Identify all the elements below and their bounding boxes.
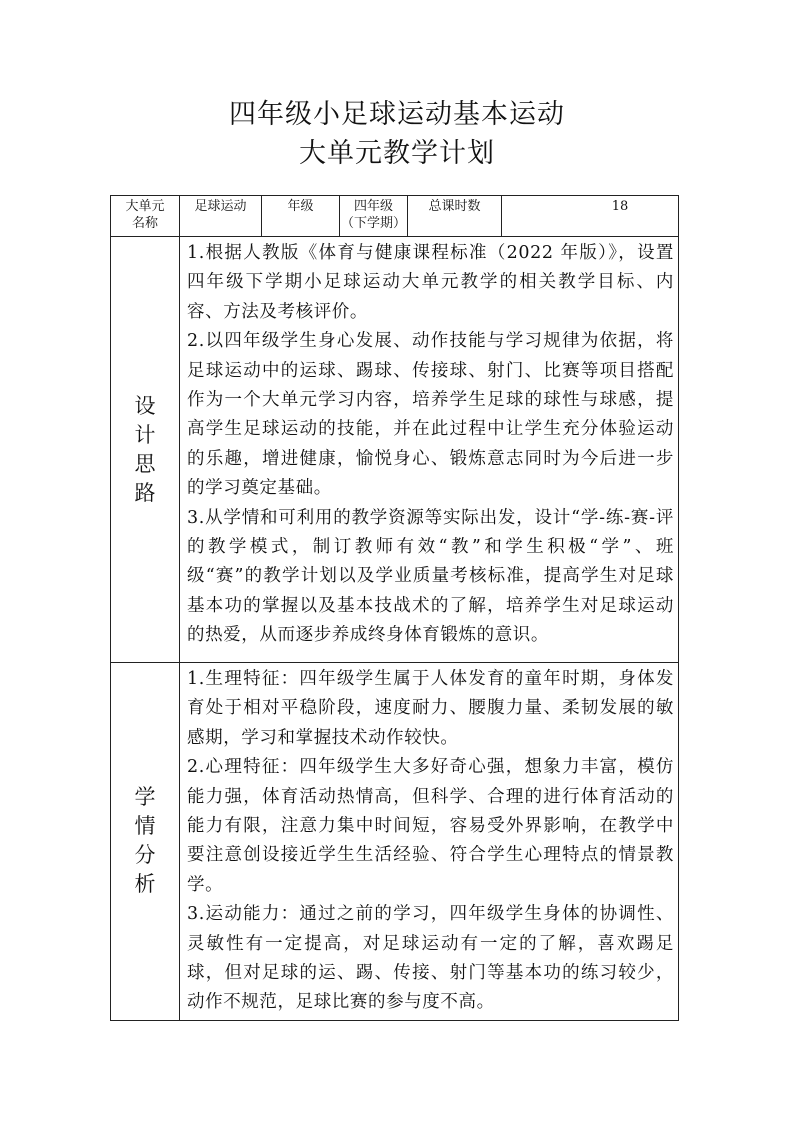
total-hours-label-cell bbox=[408, 196, 502, 237]
total-hours-value-cell bbox=[502, 196, 679, 237]
header-row bbox=[111, 196, 679, 237]
grade-label-cell bbox=[262, 196, 340, 237]
design-thinking-row bbox=[111, 237, 679, 663]
learner-analysis-content bbox=[180, 663, 679, 1021]
document-title-line2: 大单元教学计划 bbox=[299, 138, 495, 169]
design-thinking-label bbox=[111, 237, 180, 663]
design-thinking-content bbox=[180, 237, 679, 663]
paragraph: 3.从学情和可利用的教学资源等实际出发，设计“学-练-赛-评的教学模式，制订教师有效“教”和学生积极“学”、班级“赛”的教学计划以及学业质量考核标准，提高学生对足球基本功的掌握以及基本技战术的了解，培养学生对足球运动的热爱，从而逐步养成终身体育锻炼的意识。 bbox=[187, 507, 674, 646]
grade-label: 年级 bbox=[287, 199, 314, 214]
label-char: 分 bbox=[134, 843, 156, 868]
learner-analysis-label bbox=[111, 663, 180, 1021]
plan-table bbox=[110, 195, 679, 1021]
learner-analysis-row bbox=[111, 663, 679, 1021]
label-char: 学 bbox=[134, 785, 156, 810]
unit-name-label-cell bbox=[111, 196, 180, 237]
document-title-line1: 四年级小足球运动基本运动 bbox=[229, 99, 565, 130]
grade-value-cell bbox=[340, 196, 408, 237]
unit-name-value-cell bbox=[180, 196, 262, 237]
label-char: 析 bbox=[134, 872, 156, 897]
paragraph: 3.运动能力：通过之前的学习，四年级学生身体的协调性、灵敏性有一定提高，对足球运动有一定的了解，喜欢踢足球，但对足球的运、踢、传接、射门等基本功的练习较少，动作不规范，足球比赛的参与度不高。 bbox=[187, 904, 674, 1013]
label-char: 设 bbox=[134, 393, 156, 418]
unit-name-label: 大单元名称 bbox=[125, 199, 165, 231]
paragraph: 1.根据人教版《体育与健康课程标准（2022 年版）》，设置四年级下学期小足球运动大单元教学的相关教学目标、内容、方法及考核评价。 bbox=[187, 243, 674, 322]
total-hours-value: 18 bbox=[611, 199, 629, 214]
grade-value-line2: （下学期） bbox=[340, 216, 406, 231]
paragraph: 1.生理特征：四年级学生属于人体发育的童年时期，身体发育处于相对平稳阶段，速度耐力、腰腹力量、柔韧发展的敏感期，学习和掌握技术动作较快。 bbox=[187, 669, 674, 748]
label-char: 思 bbox=[134, 451, 156, 476]
grade-value-line1: 四年级 bbox=[353, 199, 393, 214]
unit-name-value: 足球运动 bbox=[194, 199, 247, 214]
paragraph: 2.心理特征：四年级学生大多好奇心强，想象力丰富，模仿能力强，体育活动热情高，但科学、合理的进行体育活动的能力有限，注意力集中时间短，容易受外界影响，在教学中要注意创设接近学生生活经验、符合学生心理特点的情景教学。 bbox=[187, 757, 674, 895]
paragraph: 2.以四年级学生身心发展、动作技能与学习规律为依据，将足球运动中的运球、踢球、传接球、射门、比赛等项目搭配作为一个大单元学习内容，培养学生足球的球性与球感，提高学生足球运动的技能，并在此过程中让学生充分体验运动的乐趣，增进健康，愉悦身心、锻炼意志同时为今后进一步的学习奠定基础。 bbox=[187, 331, 674, 499]
label-char: 情 bbox=[134, 814, 156, 839]
total-hours-label: 总课时数 bbox=[428, 199, 481, 214]
label-char: 路 bbox=[134, 480, 156, 505]
label-char: 计 bbox=[134, 422, 156, 447]
